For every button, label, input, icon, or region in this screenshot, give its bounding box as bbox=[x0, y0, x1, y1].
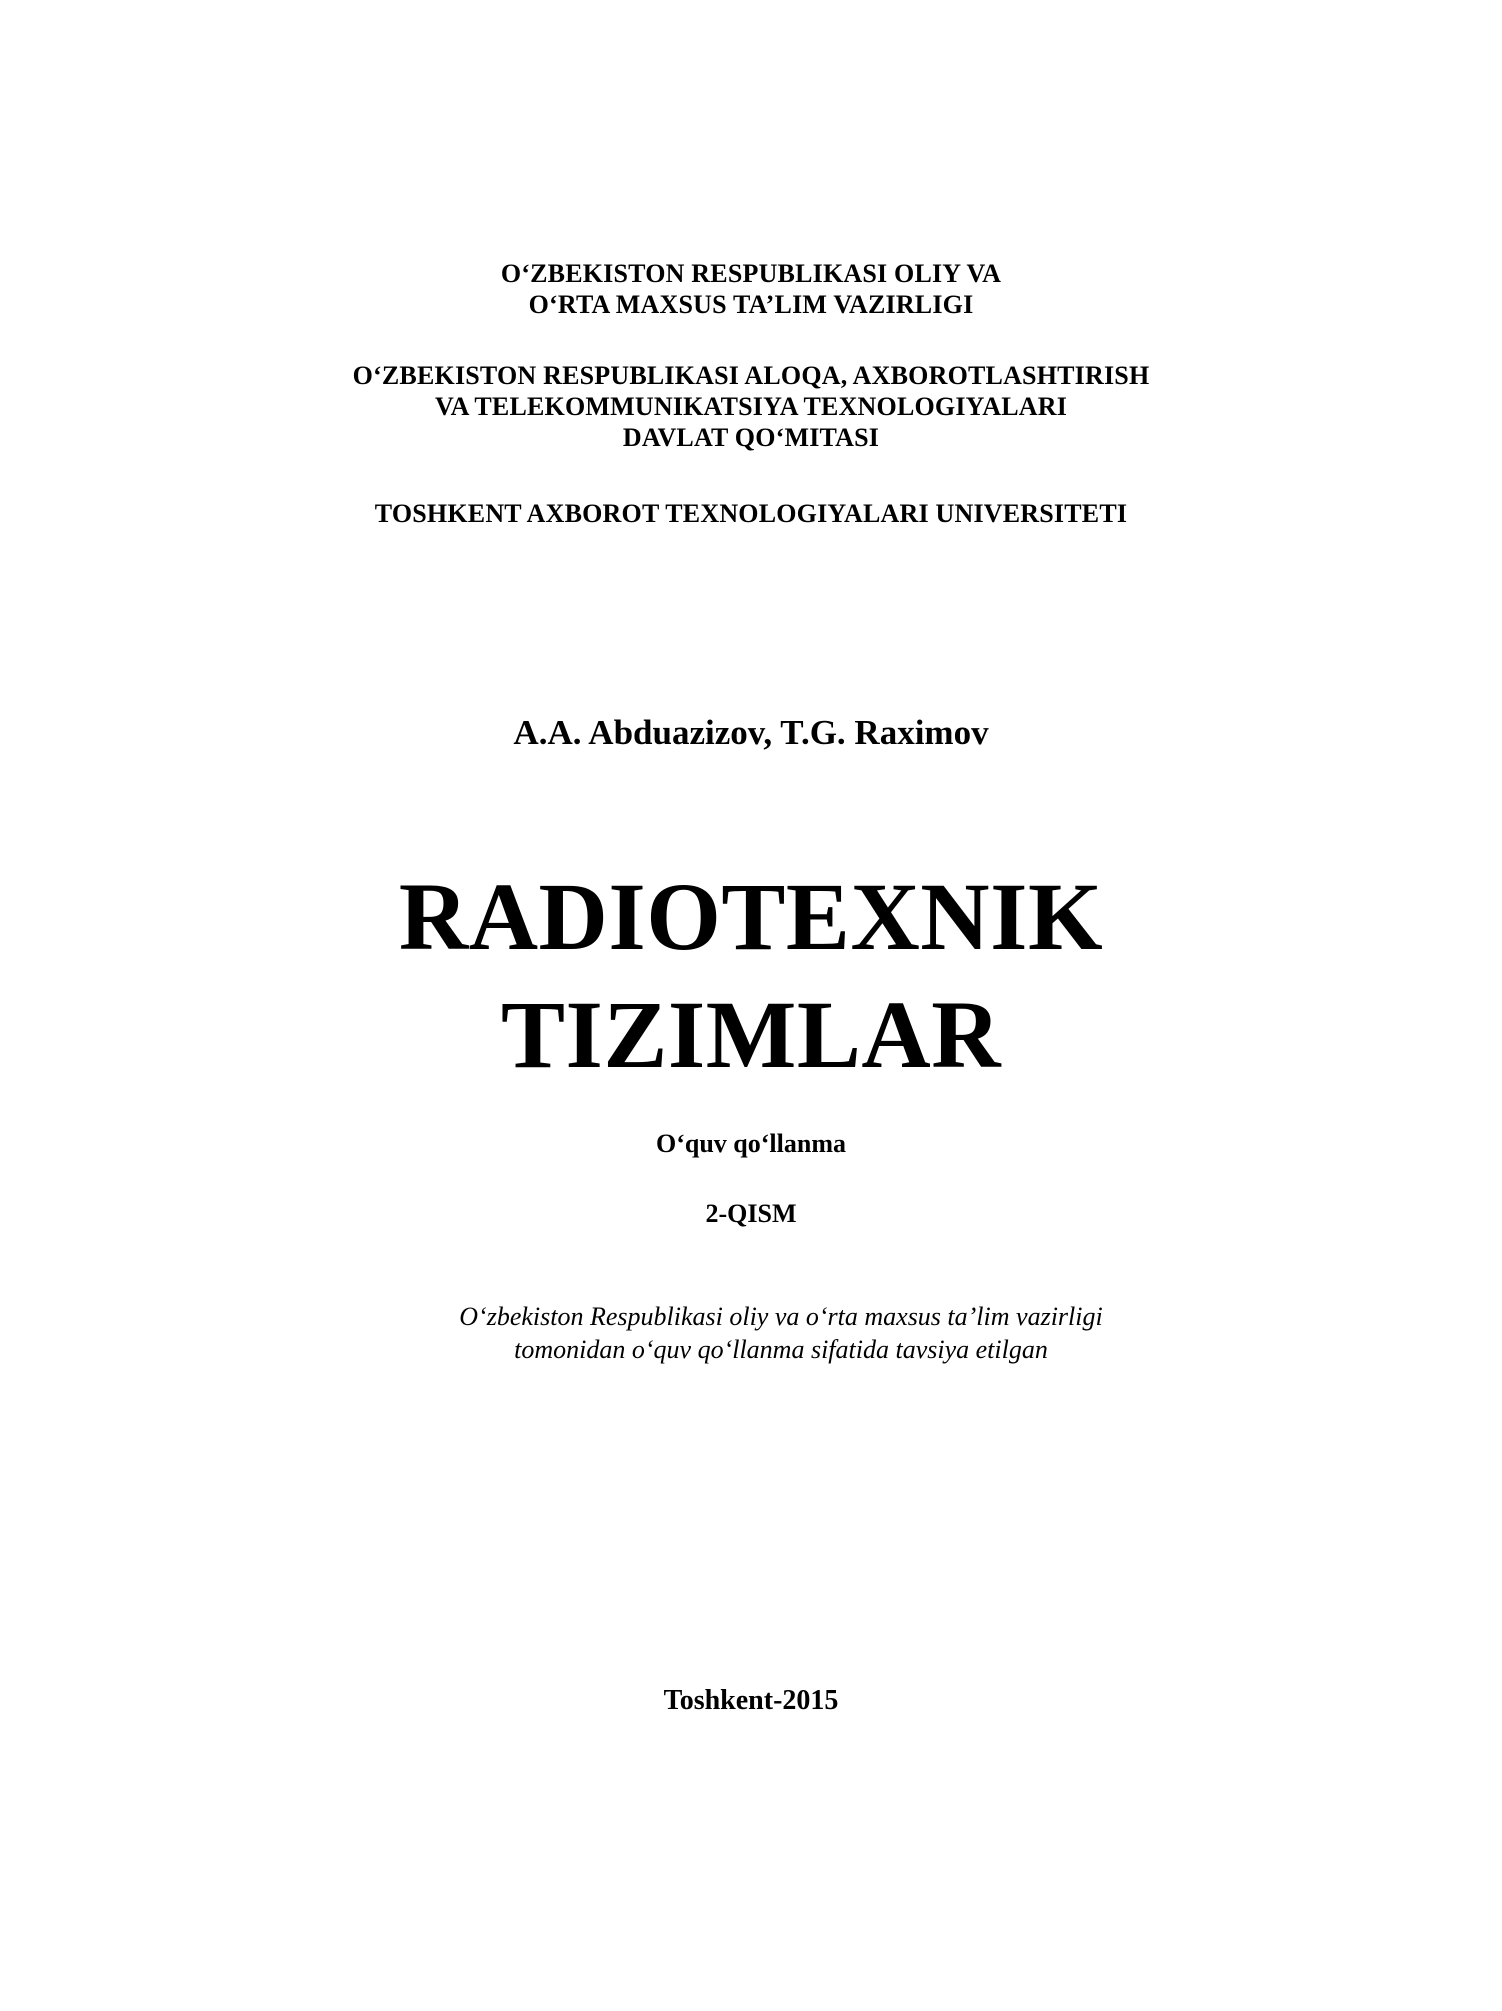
ministry-heading bbox=[0, 258, 1502, 320]
committee-heading bbox=[0, 360, 1502, 453]
committee-line-2: VA TELEKOMMUNIKATSIYA TEXNOLOGIYALARI bbox=[434, 392, 1068, 421]
subtitle bbox=[0, 1128, 1502, 1160]
part-label bbox=[0, 1198, 1502, 1230]
ministry-line-1: O‘ZBEKISTON RESPUBLIKASI OLIY VA bbox=[500, 259, 1002, 288]
university-heading bbox=[0, 498, 1502, 529]
recommendation-line-2: tomonidan o‘quv qo‘llanma sifatida tavsiya etilgan bbox=[514, 1335, 1048, 1364]
authors-line: A.A. Abduazizov, T.G. Raximov bbox=[513, 713, 989, 752]
city-year-line: Toshkent-2015 bbox=[663, 1685, 839, 1716]
book-title-line-1: RADIOTEXNIK bbox=[398, 863, 1104, 970]
ministry-line-2: O‘RTA MAXSUS TA’LIM VAZIRLIGI bbox=[528, 290, 974, 319]
part-line: 2-QISM bbox=[705, 1199, 797, 1228]
book-title bbox=[0, 858, 1502, 1094]
city-year bbox=[0, 1684, 1502, 1718]
subtitle-line: O‘quv qo‘llanma bbox=[656, 1129, 846, 1158]
book-title-line-2: TIZIMLAR bbox=[500, 981, 1002, 1088]
university-line: TOSHKENT AXBOROT TEXNOLOGIYALARI UNIVERSITETI bbox=[374, 499, 1128, 528]
recommendation-note bbox=[30, 1300, 1502, 1366]
committee-line-1: O‘ZBEKISTON RESPUBLIKASI ALOQA, AXBOROTLASHTIRISH bbox=[352, 361, 1150, 390]
recommendation-line-1: O‘zbekiston Respublikasi oliy va o‘rta maxsus ta’lim vazirligi bbox=[459, 1302, 1103, 1331]
committee-line-3: DAVLAT QO‘MITASI bbox=[622, 423, 880, 452]
authors bbox=[0, 712, 1502, 754]
